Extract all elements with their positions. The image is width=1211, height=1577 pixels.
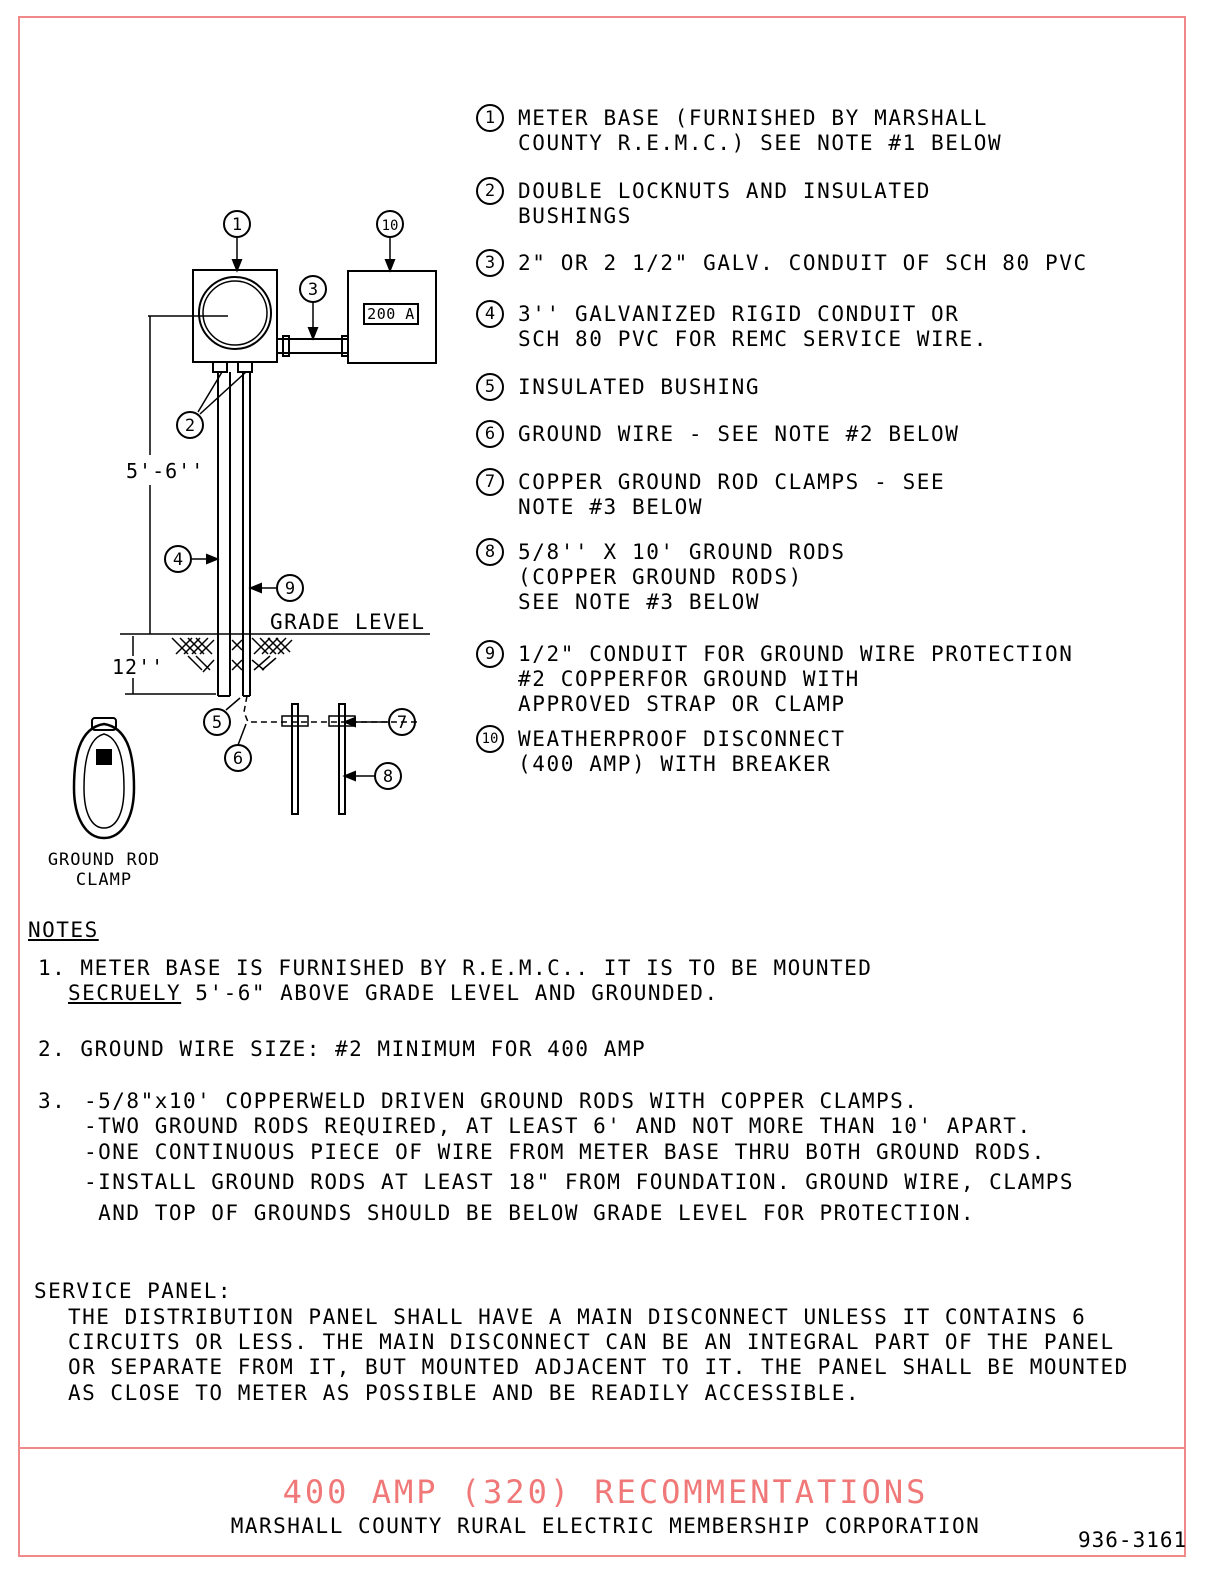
dimension-height: 5'-6'' bbox=[126, 459, 205, 483]
legend-item-1 bbox=[476, 106, 1002, 156]
legend-number: 10 bbox=[476, 725, 504, 753]
legend-number: 8 bbox=[476, 538, 504, 566]
legend-item-8 bbox=[476, 540, 846, 615]
legend-text-line: 2" OR 2 1/2" GALV. CONDUIT OF SCH 80 PVC bbox=[518, 251, 1088, 275]
meter-glass bbox=[199, 277, 271, 349]
legend-number: 4 bbox=[476, 300, 504, 328]
callout-8: 8 bbox=[382, 767, 394, 787]
legend-text bbox=[518, 540, 846, 615]
legend-item-2 bbox=[476, 179, 931, 229]
installation-drawing bbox=[0, 0, 470, 900]
legend-text-line: DOUBLE LOCKNUTS AND INSULATED bbox=[518, 179, 932, 203]
title-block-divider bbox=[18, 1447, 1186, 1449]
callout-3: 3 bbox=[307, 280, 319, 300]
legend-item-3 bbox=[476, 251, 1088, 277]
note-2: 2. GROUND WIRE SIZE: #2 MINIMUM FOR 400 AMP bbox=[38, 1037, 647, 1061]
service-panel-line: CIRCUITS OR LESS. THE MAIN DISCONNECT CAN BE AN INTEGRAL PART OF THE PANEL bbox=[68, 1330, 1115, 1354]
document-number: 936-3161 bbox=[1078, 1528, 1188, 1552]
legend-number: 5 bbox=[476, 373, 504, 401]
grade-level-label: GRADE LEVEL bbox=[270, 610, 426, 634]
dimension-depth: 12'' bbox=[112, 655, 165, 679]
callout-1: 1 bbox=[231, 215, 243, 235]
note-3-line: AND TOP OF GROUNDS SHOULD BE BELOW GRADE LEVEL FOR PROTECTION. bbox=[84, 1201, 976, 1225]
locknut-right bbox=[238, 362, 252, 372]
legend-number: 6 bbox=[476, 420, 504, 448]
drawing-title: 400 AMP (320) RECOMMENTATIONS bbox=[282, 1473, 929, 1511]
legend-text-line: #2 COPPERFOR GROUND WITH bbox=[518, 667, 860, 691]
callout-6: 6 bbox=[232, 749, 244, 769]
legend-text-line: 3'' GALVANIZED RIGID CONDUIT OR bbox=[518, 302, 960, 326]
legend-text-line: COPPER GROUND ROD CLAMPS - SEE bbox=[518, 470, 946, 494]
legend-text-line: WEATHERPROOF DISCONNECT bbox=[518, 727, 846, 751]
legend-item-5 bbox=[476, 375, 760, 401]
legend-text-line: (400 AMP) WITH BREAKER bbox=[518, 752, 832, 776]
legend-text bbox=[518, 251, 1088, 276]
legend-item-10 bbox=[476, 727, 846, 777]
legend-text-line: METER BASE (FURNISHED BY MARSHALL bbox=[518, 106, 989, 130]
callout-4: 4 bbox=[172, 550, 184, 570]
note-1-line-2-text: 5'-6" ABOVE GRADE LEVEL AND GROUNDED. bbox=[181, 981, 719, 1005]
legend-text-line: (COPPER GROUND RODS) bbox=[518, 565, 803, 589]
legend-text-line: 1/2" CONDUIT FOR GROUND WIRE PROTECTION bbox=[518, 642, 1074, 666]
legend-text bbox=[518, 106, 1002, 156]
callout-10: 10 bbox=[381, 218, 399, 234]
legend-text-line: SEE NOTE #3 BELOW bbox=[518, 590, 761, 614]
service-panel-line: OR SEPARATE FROM IT, BUT MOUNTED ADJACENT TO IT. THE PANEL SHALL BE MOUNTED bbox=[68, 1355, 1129, 1379]
clamp-shape bbox=[74, 724, 134, 838]
legend-text bbox=[518, 375, 760, 400]
note-1-line-1: 1. METER BASE IS FURNISHED BY R.E.M.C.. IT IS TO BE MOUNTED bbox=[38, 956, 873, 980]
legend-number: 3 bbox=[476, 249, 504, 277]
legend-text bbox=[518, 422, 960, 447]
service-panel-heading: SERVICE PANEL: bbox=[34, 1279, 233, 1303]
ground-rod-2 bbox=[339, 704, 345, 814]
legend-item-7 bbox=[476, 470, 945, 520]
ground-rod-1 bbox=[292, 704, 298, 814]
legend-text-line: COUNTY R.E.M.C.) SEE NOTE #1 BELOW bbox=[518, 131, 1003, 155]
callout-2: 2 bbox=[184, 416, 196, 436]
note-3-line: -INSTALL GROUND RODS AT LEAST 18" FROM FOUNDATION. GROUND WIRE, CLAMPS bbox=[84, 1170, 1075, 1194]
legend-text-line: 5/8'' X 10' GROUND RODS bbox=[518, 540, 846, 564]
legend-text-line: SCH 80 PVC FOR REMC SERVICE WIRE. bbox=[518, 327, 989, 351]
note-3-line: -ONE CONTINUOUS PIECE OF WIRE FROM METER BASE THRU BOTH GROUND RODS. bbox=[84, 1140, 1046, 1164]
legend-text bbox=[518, 179, 931, 229]
notes-heading: NOTES bbox=[28, 918, 99, 942]
organization-name: MARSHALL COUNTY RURAL ELECTRIC MEMBERSHIP CORPORATION bbox=[230, 1514, 981, 1538]
note-3-number: 3. bbox=[38, 1089, 67, 1113]
legend-number: 9 bbox=[476, 640, 504, 668]
legend-item-9 bbox=[476, 642, 1073, 717]
legend-text-line: INSULATED BUSHING bbox=[518, 375, 761, 399]
note-1-line-2 bbox=[68, 981, 719, 1006]
legend-text bbox=[518, 727, 846, 777]
legend-text bbox=[518, 302, 988, 352]
note-3-line: -TWO GROUND RODS REQUIRED, AT LEAST 6' AND NOT MORE THAN 10' APART. bbox=[84, 1114, 1032, 1138]
legend-item-6 bbox=[476, 422, 960, 448]
legend-number: 7 bbox=[476, 468, 504, 496]
legend-text-line: NOTE #3 BELOW bbox=[518, 495, 704, 519]
legend-text-line: APPROVED STRAP OR CLAMP bbox=[518, 692, 846, 716]
legend-text-line: BUSHINGS bbox=[518, 204, 632, 228]
legend-text bbox=[518, 642, 1073, 717]
service-panel-line: THE DISTRIBUTION PANEL SHALL HAVE A MAIN DISCONNECT UNLESS IT CONTAINS 6 bbox=[68, 1305, 1087, 1329]
legend-number: 2 bbox=[476, 177, 504, 205]
legend-item-4 bbox=[476, 302, 988, 352]
service-panel-line: AS CLOSE TO METER AS POSSIBLE AND BE READILY ACCESSIBLE. bbox=[68, 1381, 861, 1405]
callout-5: 5 bbox=[211, 713, 223, 733]
legend-text-line: GROUND WIRE - SEE NOTE #2 BELOW bbox=[518, 422, 960, 446]
note-3-line: -5/8"x10' COPPERWELD DRIVEN GROUND RODS WITH COPPER CLAMPS. bbox=[84, 1089, 919, 1113]
ground-rod-clamp-label: GROUND ROD CLAMP bbox=[47, 850, 161, 890]
callout-7: 7 bbox=[396, 713, 408, 733]
legend-text bbox=[518, 470, 945, 520]
locknut-left bbox=[213, 362, 227, 372]
disconnect-rating-label: 200 A bbox=[363, 303, 419, 325]
note-1-underlined-word: SECRUELY bbox=[68, 981, 182, 1005]
legend-number: 1 bbox=[476, 104, 504, 132]
callout-9: 9 bbox=[284, 579, 296, 599]
